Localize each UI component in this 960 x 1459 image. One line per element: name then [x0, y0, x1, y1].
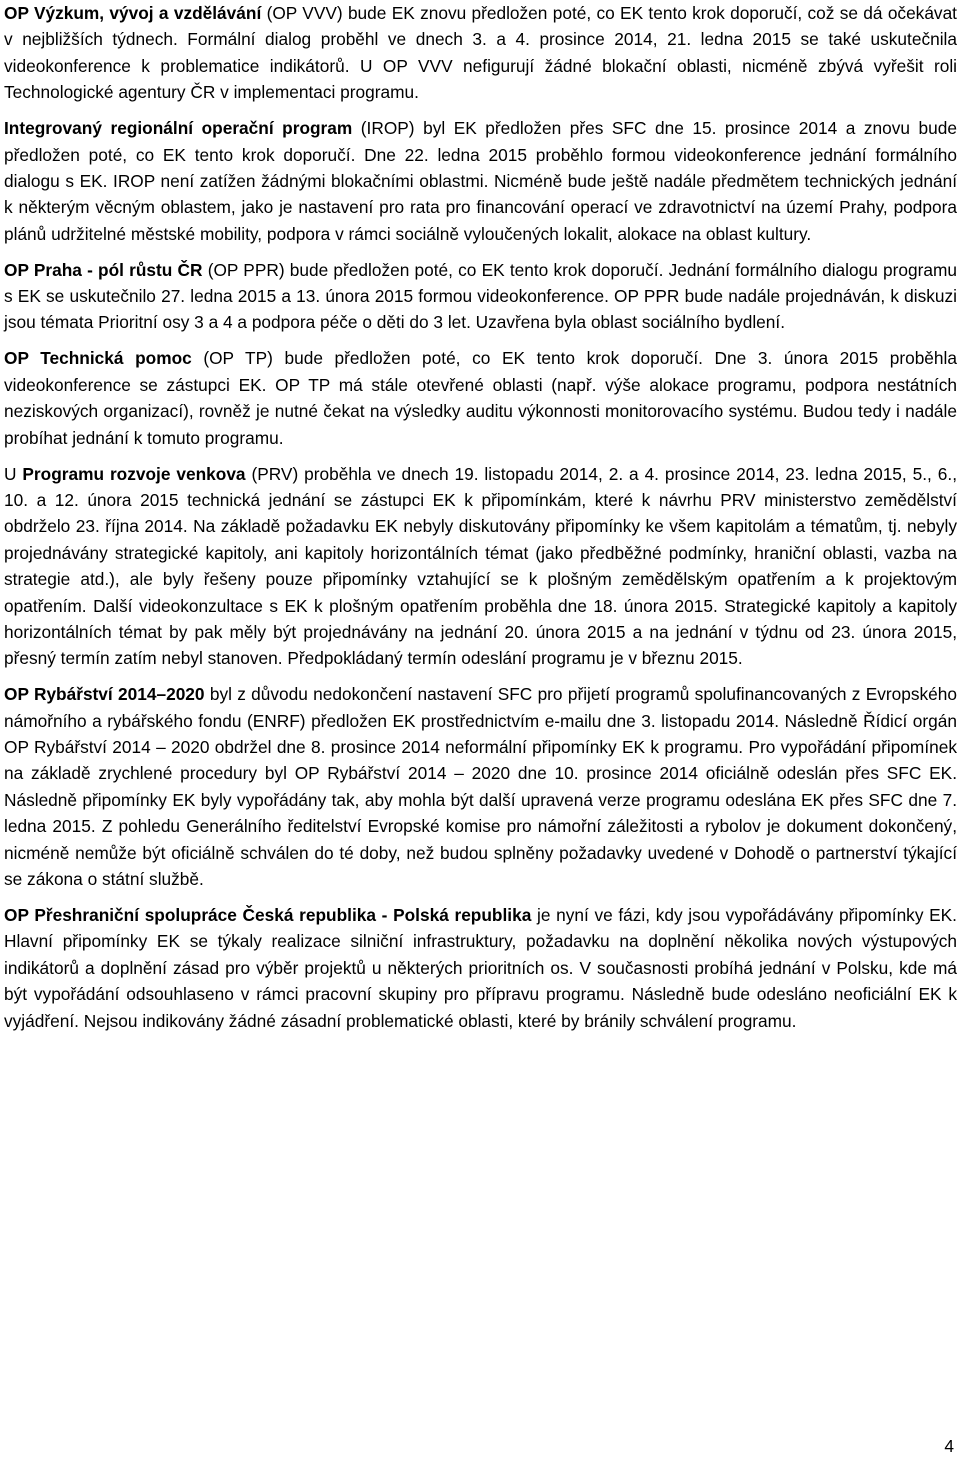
- program-name-op-cz-pl: OP Přeshraniční spolupráce Česká republika - Polská republika: [4, 905, 532, 925]
- document-page: [4, 0, 957, 1044]
- paragraph-text: (OP VVV) bude EK znovu předložen poté, co EK tento krok doporučí, což se dá očekávat v nejbližších týdnech. Formální dialog proběhl ve dnech 3. a 4. prosince 2014, 21. ledna 2015 se také uskutečnila videokonference k problematice indikátorů. U OP VVV nefigurují žádné blokační oblasti, nicméně zbývá vyřešit roli Technologické agentury ČR v implementaci programu.: [4, 3, 957, 103]
- program-name-prv: Programu rozvoje venkova: [22, 463, 246, 484]
- program-name-op-tp: OP Technická pomoc: [4, 348, 192, 369]
- paragraph-op-rybarstvi: [4, 681, 957, 892]
- paragraph-op-vvv: [4, 0, 957, 106]
- paragraph-text: U: [4, 463, 23, 484]
- program-name-op-rybarstvi: OP Rybářství 2014–2020: [4, 684, 205, 705]
- page-number: 4: [944, 1436, 954, 1456]
- paragraph-op-ppr: [4, 257, 957, 336]
- program-name-op-vvv: OP Výzkum, vývoj a vzdělávání: [4, 3, 262, 23]
- program-name-irop: Integrovaný regionální operační program: [4, 118, 353, 139]
- paragraph-irop: [4, 115, 957, 247]
- paragraph-text: (PRV) proběhla ve dnech 19. listopadu 2014, 2. a 4. prosince 2014, 23. ledna 2015, 5., 6., 10. a 12. února 2015 technická jednání se zástupci EK k připomínkám, které k návrhu PRV ministerstvo zemědělství obdrželo 23. října 2014. Na základě požadavku EK nebyly diskutovány připomínky ke všem kapitolám a tématům, tj. nebyly projednávány strategické kapitoly, ani kapitoly horizontálních témat (jako předběžné podmínky, hraniční oblasti, vazba na strategie atd.), ale byly řešeny pouze připomínky vztahující se k plošným zemědělským opatřením a k projektovým opatřením. Další videokonzultace s EK k plošným opatřením proběhla dne 18. února 2015. Strategické kapitoly a kapitoly horizontálních témat by pak měly být projednávány na jednání 20. února 2015 a na jednání v týdnu od 23. února 2015, přesný termín zatím nebyl stanoven. Předpokládaný termín odeslání programu je v březnu 2015.: [4, 463, 957, 669]
- paragraph-op-cz-pl: [4, 902, 957, 1034]
- paragraph-text: byl z důvodu nedokončení nastavení SFC pro přijetí programů spolufinancovaných z Evropského námořního a rybářského fondu (ENRF) předložen EK prostřednictvím e-mailu dne 3. listopadu 2014. Následně Řídicí orgán OP Rybářství 2014 – 2020 obdržel dne 8. prosince 2014 neformální připomínky EK k programu. Pro vypořádání připomínek na základě zrychlené procedury byl OP Rybářství 2014 – 2020 dne 10. prosince 2014 oficiálně odeslán přes SFC EK. Následně připomínky EK byly vypořádány tak, aby mohla být další upravená verze programu odeslána EK přes SFC dne 7. ledna 2015. Z pohledu Generálního ředitelství Evropské komise pro námořní záležitosti a rybolov je dokument dokončený, nicméně nemůže být oficiálně schválen do té doby, než budou splněny požadavky uvedené v Dohodě o partnerství týkající se zákona o státní službě.: [4, 684, 957, 890]
- paragraph-text: je nyní ve fázi, kdy jsou vypořádávány připomínky EK. Hlavní připomínky EK se týkaly realizace silniční infrastruktury, požadavku na doplnění několika nových výstupových indikátorů a doplnění zásad pro výběr projektů u některých prioritních os. V současnosti probíhá jednání v Polsku, kde má být vypořádání odsouhlaseno v rámci pracovní skupiny pro přípravu programu. Následně bude odesláno neoficiální EK k vyjádření. Nejsou indikovány žádné zásadní problematické oblasti, které by bránily schválení programu.: [4, 905, 957, 1031]
- program-name-op-ppr: OP Praha - pól růstu ČR: [4, 259, 203, 280]
- paragraph-op-tp: [4, 345, 957, 451]
- paragraph-prv: [4, 461, 957, 672]
- paragraph-text: (OP TP) bude předložen poté, co EK tento krok doporučí. Dne 3. února 2015 proběhla videokonference se zástupci EK. OP TP má stále otevřené oblasti (např. výše alokace programu, podpora nestátních neziskových organizací), rovněž je nutné čekat na výsledky auditu výkonnosti monitorovacího systému. Budou tedy i nadále probíhat jednání k tomuto programu.: [4, 348, 957, 448]
- paragraph-text: (IROP) byl EK předložen přes SFC dne 15. prosince 2014 a znovu bude předložen poté, co EK tento krok doporučí. Dne 22. ledna 2015 proběhlo formou videokonference jednání formálního dialogu s EK. IROP není zatížen žádnými blokačními oblastmi. Nicméně bude ještě nadále předmětem technických jednání k některým věcným oblastem, jako je nastavení pro rata pro financování operací ve zdravotnictví na území Prahy, podpora plánů udržitelné městské mobility, podpora v rámci sociálně vyloučených lokalit, alokace na oblast kultury.: [4, 118, 957, 244]
- paragraph-text: (OP PPR) bude předložen poté, co EK tento krok doporučí. Jednání formálního dialogu programu s EK se uskutečnilo 27. ledna 2015 a 13. února 2015 formou videokonference. OP PPR bude nadále projednáván, k diskuzi jsou témata Prioritní osy 3 a 4 a podpora péče o děti do 3 let. Uzavřena byla oblast sociálního bydlení.: [4, 259, 957, 333]
